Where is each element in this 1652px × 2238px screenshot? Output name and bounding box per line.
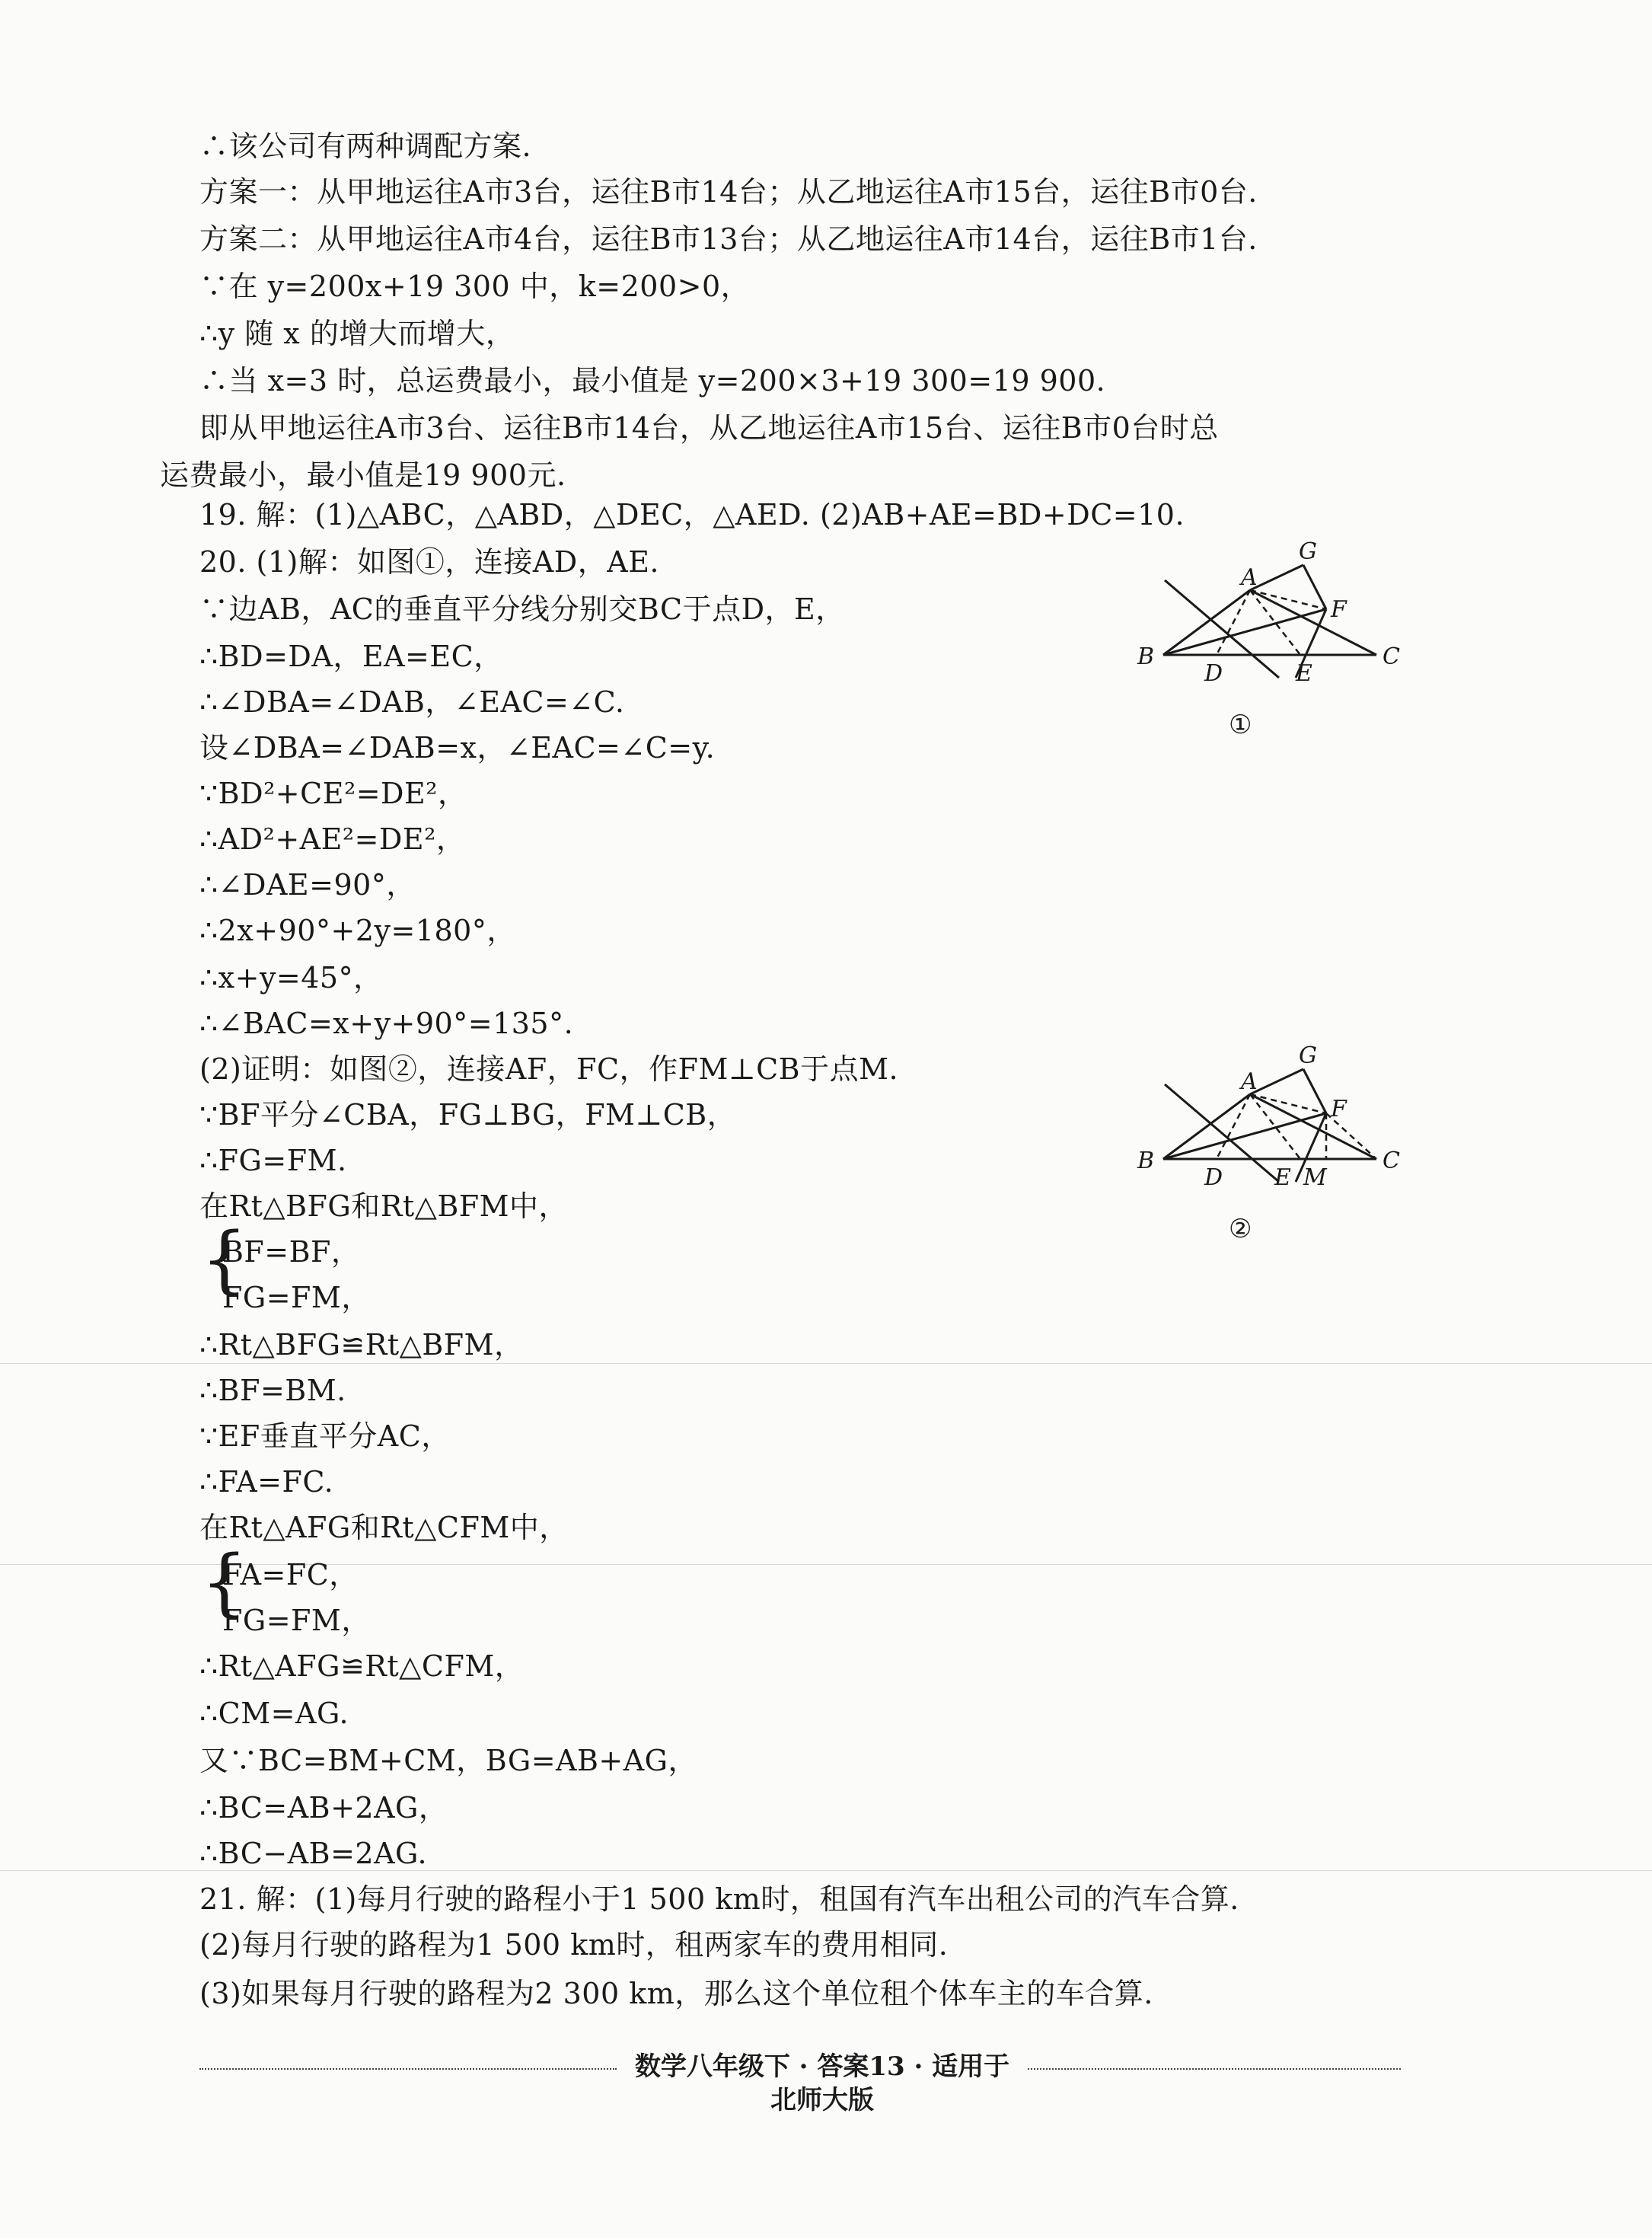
- text-line: ∴y 随 x 的增大而增大，: [199, 317, 515, 350]
- label-m: M: [1303, 1164, 1327, 1189]
- figure-2-caption: ②: [1229, 1214, 1252, 1244]
- text-line: ∴FA=FC.: [199, 1465, 334, 1499]
- label-b: B: [1137, 643, 1155, 670]
- label-a: A: [1241, 1068, 1258, 1095]
- geometry-figure-2: [1127, 1037, 1401, 1189]
- segment-ac: [1250, 590, 1376, 655]
- system-brace: {: [201, 1540, 248, 1625]
- text-line: ∴CM=AG.: [199, 1697, 349, 1730]
- segment-ba: [1163, 590, 1250, 655]
- text-line: 19. 解：(1)△ABC，△ABD，△DEC，△AED. (2)AB+AE=BD+DC=10.: [199, 498, 1185, 532]
- system-brace: {: [201, 1217, 248, 1302]
- text-line: FA=FC，: [222, 1558, 359, 1592]
- label-c: C: [1383, 643, 1400, 670]
- segment-ag: [1250, 1069, 1303, 1094]
- dashed-ad: [1217, 590, 1250, 655]
- text-line: ∵边AB，AC的垂直平分线分别交BC于点D，E，: [199, 592, 845, 626]
- text-line: ∵EF垂直平分AC，: [199, 1419, 451, 1453]
- footer-rule-left: [199, 2068, 617, 2070]
- text-line: ∵BD²+CE²=DE²，: [199, 777, 467, 810]
- text-line: 21. 解：(1)每月行驶的路程小于1 500 km时，租国有汽车出租公司的汽车合算.: [199, 1882, 1239, 1916]
- page-footer: 数学八年级下 · 答案13 · 适用于北师大版: [634, 2051, 1010, 2115]
- text-line: 20. (1)解：如图①，连接AD，AE.: [199, 545, 660, 579]
- label-e: E: [1274, 1164, 1291, 1189]
- dashed-ad: [1217, 1094, 1250, 1159]
- segment-gf: [1303, 565, 1326, 609]
- text-line: ∴FG=FM.: [199, 1144, 347, 1177]
- label-g: G: [1299, 538, 1317, 565]
- label-c: C: [1383, 1148, 1400, 1174]
- text-line: ∴BC−AB=2AG.: [199, 1837, 428, 1870]
- geometry-figure-1: [1127, 533, 1401, 685]
- label-f: F: [1331, 1096, 1347, 1122]
- segment-ba: [1163, 1094, 1250, 1159]
- text-line: ∴Rt△BFG≌Rt△BFM，: [199, 1328, 524, 1362]
- text-line: (2)每月行驶的路程为1 500 km时，租两家车的费用相同.: [199, 1928, 949, 1962]
- segment-ac: [1250, 1094, 1376, 1159]
- footer-rule-right: [1028, 2068, 1401, 2070]
- text-line: ∴x+y=45°，: [199, 961, 383, 994]
- text-line: 设∠DBA=∠DAB=x，∠EAC=∠C=y.: [199, 731, 716, 765]
- text-line: 在Rt△AFG和Rt△CFM中，: [199, 1511, 569, 1544]
- label-a: A: [1241, 564, 1258, 591]
- label-d: D: [1204, 660, 1223, 685]
- text-line: FG=FM，: [222, 1281, 371, 1314]
- label-b: B: [1137, 1148, 1155, 1174]
- figure-1-caption: ①: [1229, 710, 1252, 740]
- dashed-af: [1250, 590, 1326, 609]
- text-line: ∴AD²+AE²=DE²，: [199, 822, 466, 856]
- text-line: ∵在 y=200x+19 300 中，k=200>0，: [199, 270, 751, 303]
- text-line: 在Rt△BFG和Rt△BFM中，: [199, 1189, 569, 1223]
- text-line: ∴∠DAE=90°，: [199, 868, 416, 902]
- label-g: G: [1299, 1042, 1317, 1069]
- text-line: ∴Rt△AFG≌Rt△CFM，: [199, 1649, 525, 1683]
- text-line: ∴∠BAC=x+y+90°=135°.: [199, 1007, 574, 1040]
- text-line: FG=FM，: [222, 1604, 371, 1637]
- text-line: ∴当 x=3 时，总运费最小，最小值是 y=200×3+19 300=19 900.: [199, 364, 1106, 397]
- text-line: 又∵BC=BM+CM，BG=AB+AG，: [199, 1744, 698, 1777]
- text-line: (3)如果每月行驶的路程为2 300 km，那么这个单位租个体车主的车合算.: [199, 1977, 1153, 2010]
- text-line: ∴该公司有两种调配方案.: [199, 129, 532, 163]
- text-line: 即从甲地运往A市3台、运往B市14台，从乙地运往A市15台、运往B市0台时总: [199, 411, 1219, 445]
- label-e: E: [1296, 660, 1312, 685]
- text-line: ∴BD=DA，EA=EC，: [199, 640, 503, 673]
- dashed-af: [1250, 1094, 1326, 1113]
- text-line: ∴BF=BM.: [199, 1374, 346, 1407]
- segment-gf: [1303, 1069, 1326, 1113]
- text-line: 方案一：从甲地运往A市3台，运往B市14台；从乙地运往A市15台，运往B市0台.: [199, 175, 1258, 209]
- text-line: BF=BF，: [222, 1235, 361, 1269]
- label-f: F: [1331, 596, 1347, 623]
- scan-artifact-line: [0, 1363, 1652, 1364]
- text-line: 方案二：从甲地运往A市4台，运往B市13台；从乙地运往A市14台，运往B市1台.: [199, 222, 1258, 256]
- text-line: ∴∠DBA=∠DAB，∠EAC=∠C.: [199, 685, 625, 719]
- label-d: D: [1204, 1164, 1223, 1189]
- text-line: ∴2x+90°+2y=180°，: [199, 914, 516, 947]
- text-line: (2)证明：如图②，连接AF，FC，作FM⊥CB于点M.: [199, 1052, 899, 1086]
- text-line: 运费最小，最小值是19 900元.: [160, 458, 566, 492]
- text-line: ∴BC=AB+2AG，: [199, 1791, 448, 1825]
- segment-ag: [1250, 565, 1303, 590]
- text-line: ∵BF平分∠CBA，FG⊥BG，FM⊥CB，: [199, 1098, 737, 1132]
